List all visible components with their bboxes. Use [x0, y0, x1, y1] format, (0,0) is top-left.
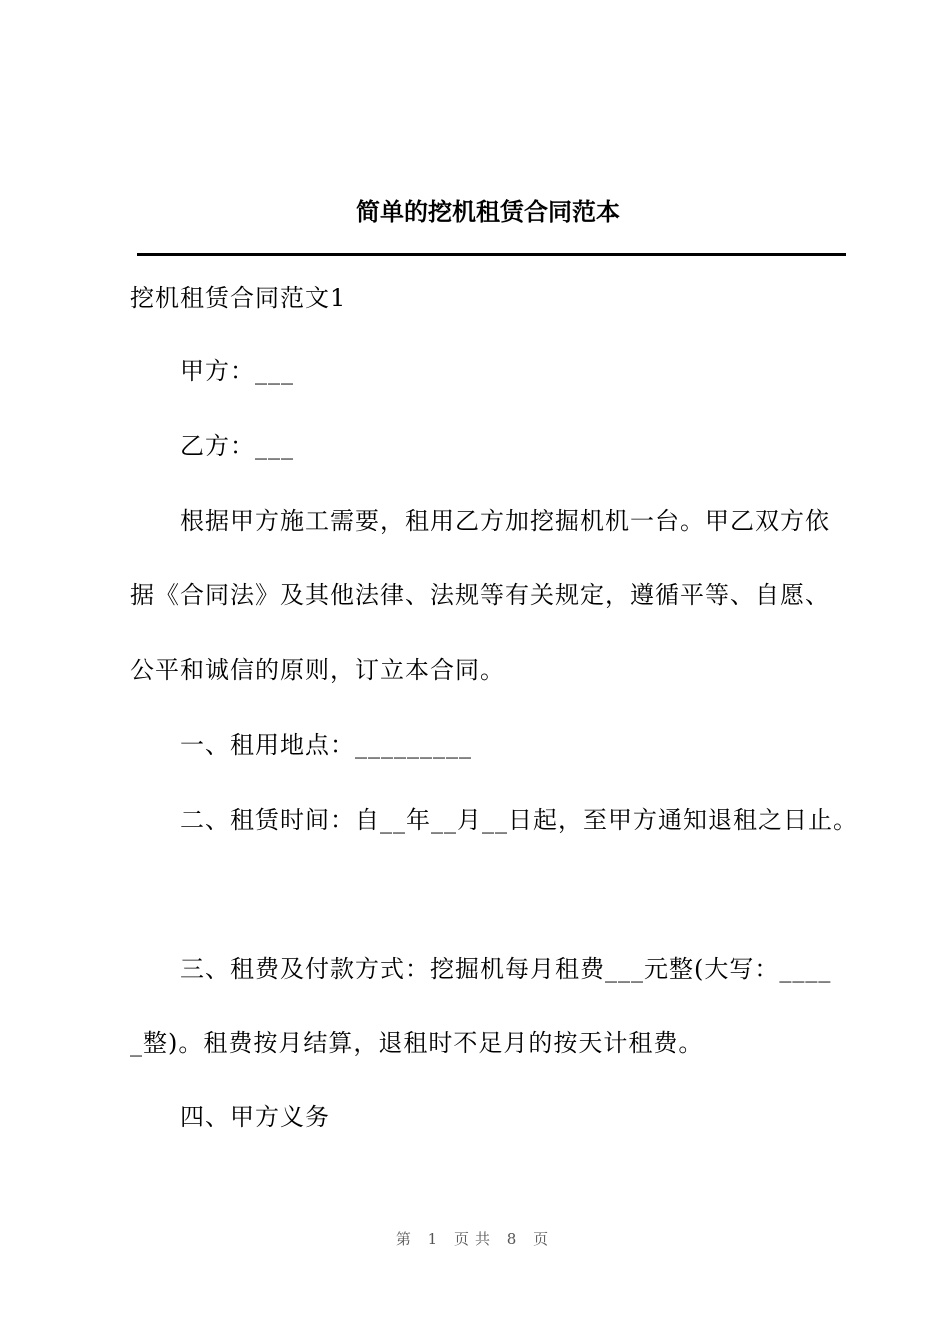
- clause-4-heading: 四、甲方义务: [180, 1103, 330, 1131]
- clause-1-location: 一、租用地点：_________: [180, 731, 472, 759]
- clause-2-term: 二、租赁时间：自__年__月__日起，至甲方通知退租之日止。: [180, 806, 858, 834]
- clause-3-payment-line-2: _整)。租费按月结算，退租时不足月的按天计租费。: [130, 1029, 704, 1057]
- document-title: 简单的挖机租赁合同范本: [356, 197, 620, 226]
- party-b-line: 乙方：___: [180, 432, 294, 460]
- section-heading: 挖机租赁合同范文1: [130, 284, 347, 312]
- page-number-footer: 第 1 页共 8 页: [395, 1230, 555, 1248]
- title-divider: [137, 253, 846, 256]
- clause-3-payment-line-1: 三、租费及付款方式：挖掘机每月租费___元整(大写：____: [180, 955, 832, 983]
- preamble-line-2: 据《合同法》及其他法律、法规等有关规定，遵循平等、自愿、: [130, 581, 830, 609]
- preamble-line-1: 根据甲方施工需要，租用乙方加挖掘机机一台。甲乙双方依: [180, 507, 830, 535]
- party-a-line: 甲方：___: [180, 357, 294, 385]
- preamble-line-3: 公平和诚信的原则，订立本合同。: [130, 656, 505, 684]
